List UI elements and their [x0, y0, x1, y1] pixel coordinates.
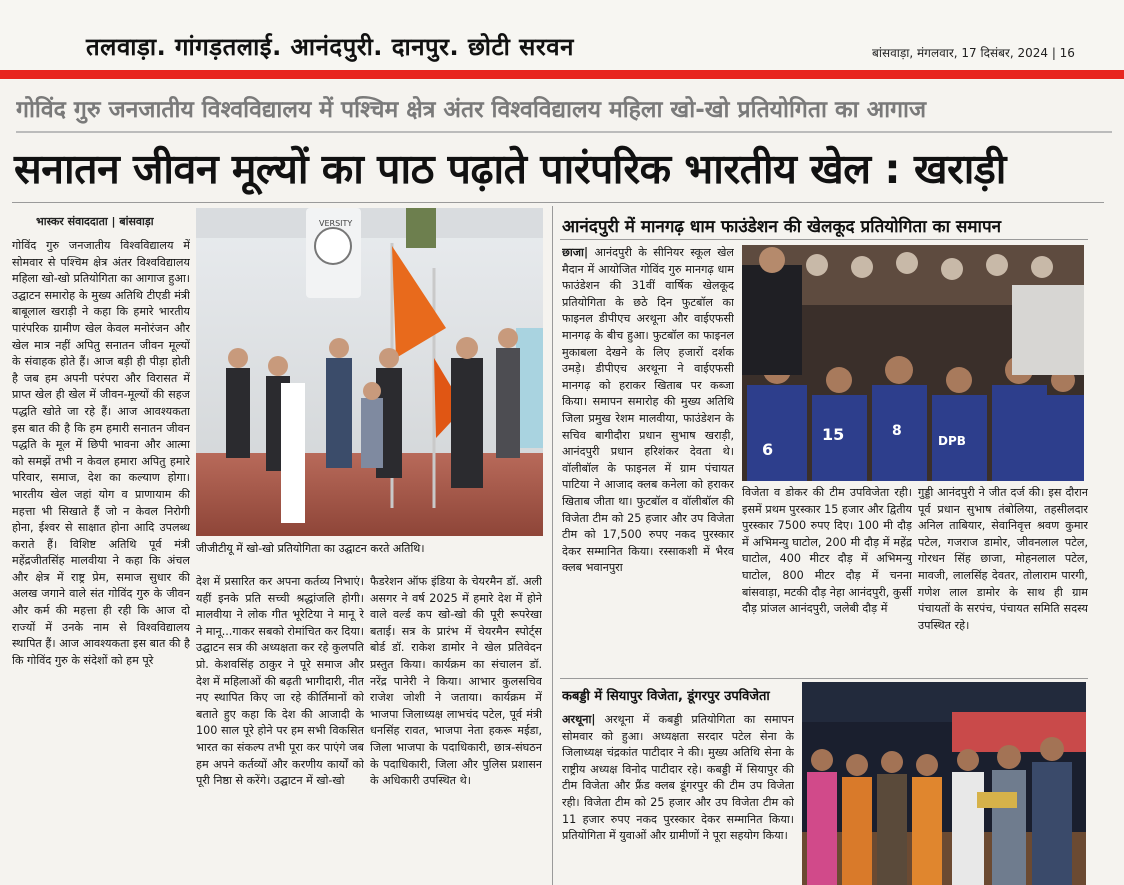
flag-hoisting-illustration: [196, 208, 543, 536]
jersey-number: 15: [822, 425, 845, 444]
column-divider: [552, 206, 553, 885]
section-title: तलवाड़ा. गांगड़तलाई. आनंदपुरी. दानपुर. छोटी सरवन: [86, 33, 574, 61]
article-column: फैडरेशन ऑफ इंडिया के चेयरमैन डॉ. अली असगर ने वर्ष 2025 में हमारे देश में होने वाले वर्ल्ड कप खो-खो की पूरी रूपरेखा बताई। सत्र के प्रारंभ में चेयरमैन स्पोर्ट्स बोर्ड डॉ. राकेश डामोर ने खेल प्रतिवेदन प्रस्तुत किया। कार्यक्रम का संचालन डॉ. नरेंद्र पानेरी ने किया। आभार कुलसचिव राजेश जोशी ने जताया। कार्यक्रम में भाजपा जिलाध्यक्ष लाभचंद पटेल, पूर्व मंत्री धनसिंह रावत, भाजपा नेता हकरू मईडा, जिला भाजपा के पदाधिकारी, छात्र-संघठन के पदाधिकारी, जिला और पुलिस प्रशासन के अधिकारी उपस्थित थे।: [370, 575, 542, 788]
main-headline: सनातन जीवन मूल्यों का पाठ पढ़ाते पारंपरिक भारतीय खेल : खराड़ी: [14, 145, 1006, 193]
dateline: अरथूना|: [562, 713, 596, 726]
article-column: गोविंद गुरु जनजातीय विश्वविद्यालय में सोमवार से पश्चिम क्षेत्र अंतर विश्वविद्यालय महिला खो-खो प्रतियोगिता का आगाज हुआ। उद्घाटन समारोह के मुख्य अतिथि टीएडी मंत्री बाबूलाल खराड़ी ने कहा कि हमारे भारतीय पारंपरिक ग्रामीण खेल केवल मनोरंजन और खेल मात्र नहीं अपितु सनातन जीवन मूल्यों के संवाहक होते हैं। आज बड़ी ही पीड़ा होती है जब हम अपनी परंपरा और विरासत में प्राप्त खेल ही खेल में जीवन-मूल्यों की सहज पद्धति खोते जा रहे हैं। आज आवश्यकता इस बात की है कि हम हमारी सनातन जीवन पद्धति के मूल में छिपी भावना और आत्मा को समझें तभी न केवल हमारा अपितु हमारे परिवार, समाज, देश का कल्याण होगा। भारतीय खेल जहां योग व प्राणायाम की महत्ता भी सिखाते हैं जो न केवल निरोगी होना, ईश्वर से साक्षात होना आदि उपलब्ध कराते हैं। विशिष्ट अतिथि पूर्व मंत्री महेंद्रजीतसिंह मालवीया ने कहा कि अंचल और क्षेत्र में राष्ट्र प्रेम, समाज सुधार की अलख जगाने वाले संत गोविंद गुरु के जीवन और कर्म की महत्ता ही रही कि आज दो राज्यों में उनके नाम से विश्वविद्यालय स्थापित हैं। आज आवश्यकता इस बात की है कि गोविंद गुरु के संदेशों को हम पूरे: [12, 239, 190, 667]
kicker-headline: गोविंद गुरु जनजातीय विश्वविद्यालय में पश्चिम क्षेत्र अंतर विश्वविद्यालय महिला खो-खो प्रतियोगिता का आगाज: [16, 97, 927, 123]
news-photo-football-team: [742, 245, 1084, 481]
banner-text: VERSITY: [319, 219, 353, 228]
article-text: अरथूना में कबड्डी प्रतियोगिता का समापन सोमवार को हुआ। अध्यक्षता सरदार पटेल सेना के जिलाध्यक्ष चंद्रकांत पाटीदार ने की। मुख्य अतिथि सेना के राष्ट्रीय अध्यक्ष विनोद पाटीदार रहे। कबड्डी में सियापुर की टीम विजेता और फ्रैंड क्लब डूंगरपुर की टीम उप विजेता रही। विजेता टीम को 25 हजार और उप विजेता टीम को 11 हजार रुपए नकद पुरस्कार देकर सम्मानित किया। प्रतियोगिता में युवाओं और ग्रामीणों ने पूरा सहयोग किया।: [562, 713, 794, 843]
headline-divider: [12, 202, 1104, 203]
article-column: [562, 245, 734, 673]
photo-caption: जीजीटीयू में खो-खो प्रतियोगिता का उद्घाटन करते अतिथि।: [196, 542, 425, 555]
byline: भास्कर संवाददाता | बांसवाड़ा: [36, 215, 154, 228]
masthead-red-bar: [0, 70, 1124, 79]
article-column: गुड्डी आनंदपुरी ने जीत दर्ज की। इस दौरान पूर्व प्रधान सुभाष तंबोलिया, तहसीलदार अनिल ताबियार, सेवानिवृत्त श्रवण कुमार पटेल, गजराज डामोर, जीवनलाल पटेल, गोरधन सिंह छाजा, मोहनलाल पटेल, मावजी, लालसिंह देवतर, तोलाराम पारगी, गणेश लाल डामोर के साथ ही ग्राम पंचायतों के सरपंच, पंचायत समिति सदस्य उपस्थित रहे।: [918, 486, 1088, 632]
article-text: आनंदपुरी के सीनियर स्कूल खेल मैदान में आयोजित गोविंद गुरु मानगढ़ धाम फाउंडेशन की 31वीं वार्षिक खेलकूद प्रतियोगिता के छठे दिन फुटबॉल का फाइनल डीपीएच अरथूना और वाईएफसी मानगढ़ के बीच हुआ। फुटबॉल का फाइनल मुकाबला देखने के लिए हजारों दर्शक उमड़े। डीपीएच अरथूना ने वाईएफसी मानगढ़ को हराकर खिताब पर कब्जा किया। समापन समारोह की मुख्य अतिथि जिला प्रमुख रेशम मालवीया, फाउंडेशन के सचिव बागीदौरा प्रधान सुभाष खराड़ी, आनंदपुरी प्रधान हरिशंकर देवता थे। वॉलीबॉल के फाइनल में ग्राम पंचायत पाटिया ने आजाद क्लब कनेला को हराकर खिताब जीता था। फुटबॉल व वॉलीबॉल की विजेता टीम को 25 हजार और उप विजेता टीम को 17,500 रुपए नकद पुरस्कार देकर सम्मानित किया। रस्साकशी में भैरव क्लब भवानपुरा: [562, 246, 734, 575]
jersey-text: DPB: [938, 434, 966, 448]
kicker-divider: [16, 131, 1112, 133]
section-divider-kabaddi: [560, 678, 1088, 679]
article-column: विजेता व डोकर की टीम उपविजेता रही। इसमें प्रथम पुरस्कार 15 हजार और द्वितीय पुरस्कार 7500 रुपए दिए। 100 मी दौड़ में अभिमन्यु घाटोल, 200 मी दौड़ में महेंद्र घाटोल, 400 मीटर दौड़ में अभिमन्यु घाटोल, 800 मीटर दौड़ में चनना बांसवाड़ा, मटकी दौड़ नेहा आनंदपुरी, कुर्सी दौड़ प्रांजल आनंदपुरी, जलेबी दौड़ में: [742, 486, 912, 616]
edition-date: बांसवाड़ा, मंगलवार, 17 दिसंबर, 2024 | 16: [872, 46, 1075, 60]
story-headline-kabaddi: कबड्डी में सियापुर विजेता, डूंगरपुर उपविजेता: [562, 689, 770, 704]
news-photo-inauguration: [196, 208, 543, 536]
article-column: [562, 712, 794, 885]
jersey-number: 6: [762, 440, 774, 459]
team-photo-illustration: [742, 245, 1084, 481]
kabaddi-photo-illustration: [802, 682, 1086, 885]
section-divider: [560, 239, 1088, 240]
article-column: देश में प्रसारित कर अपना कर्तव्य निभाएं। यहीं इनके प्रति सच्ची श्रद्धांजलि होगी। मालवीया ने लोक गीत भूरेटिया ने मानू रे ने मानू...गाकर सबको रोमांचित कर दिया। उद्घाटन सत्र की अध्यक्षता कर रहे कुलपति प्रो. केशवसिंह ठाकुर ने पूरे समाज और देश में महिलाओं की बढ़ती भागीदारी, नीत नए स्थापित किए जा रहे कीर्तिमानों को बताते हुए कहा कि देश की आजादी के 100 साल पूरे होने पर हम सभी विकसित भारत का संकल्प तभी पूरा कर पाएंगे जब हम अपने कर्तव्यों और करणीय कार्यों को पूरी निष्ठा से करेंगे। उद्घाटन में खो-खो: [196, 575, 364, 788]
story-headline-anandpuri: आनंदपुरी में मानगढ़ धाम फाउंडेशन की खेलकूद प्रतियोगिता का समापन: [562, 217, 1002, 237]
news-photo-kabaddi: [802, 682, 1086, 885]
dateline: छाजा|: [562, 246, 589, 259]
jersey-number: 8: [892, 423, 902, 439]
